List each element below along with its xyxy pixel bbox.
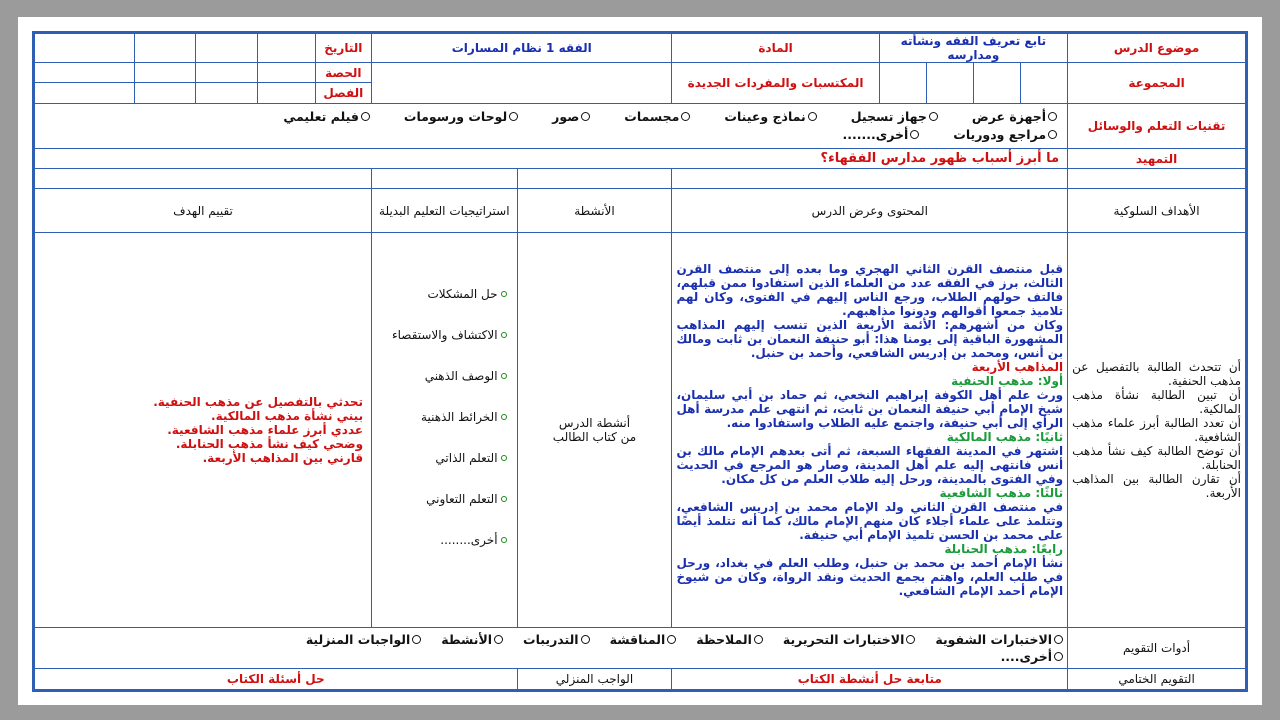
assessment-tools-options xyxy=(35,628,1068,668)
tool-option[interactable]: أخرى....... xyxy=(843,128,920,142)
homework-value: حل أسئلة الكتاب xyxy=(35,668,518,689)
tool-option[interactable]: نماذج وعينات xyxy=(724,110,816,124)
strategy-item[interactable]: التعلم الذاتي xyxy=(376,451,506,492)
strategy-item[interactable]: الوصف الذهني xyxy=(376,369,506,410)
objectives-cell xyxy=(1068,232,1246,628)
tool-option[interactable]: مراجع ودوريات xyxy=(953,128,1057,142)
intro-question: ما أبرز أسباب ظهور مدارس الفقهاء؟ xyxy=(35,149,1068,169)
bullet-circle-icon xyxy=(501,332,507,338)
date-cell[interactable] xyxy=(134,34,196,63)
date-cell[interactable] xyxy=(258,34,316,63)
lesson-plan-table xyxy=(34,33,1246,690)
period-cell[interactable] xyxy=(258,63,316,83)
radio-circle-icon xyxy=(509,112,518,121)
activities-line: أنشطة الدرس xyxy=(558,416,631,431)
learning-tools-options xyxy=(35,103,1068,148)
tool-option[interactable]: فيلم تعليمي xyxy=(283,110,370,124)
date-cell[interactable] xyxy=(196,34,258,63)
date-label: التاريخ xyxy=(315,34,372,63)
strategy-item[interactable]: حل المشكلات xyxy=(376,287,506,328)
final-evaluation-label: التقويم الختامي xyxy=(1068,668,1246,689)
radio-circle-icon xyxy=(581,635,590,644)
radio-circle-icon xyxy=(681,112,690,121)
assessment-option[interactable]: الاختبارات الشفوية xyxy=(935,633,1063,647)
radio-circle-icon xyxy=(1054,635,1063,644)
assessment-row-1 xyxy=(39,633,1063,647)
school-text: في منتصف القرن الثاني ولد الإمام محمد بن إدريس الشافعي، وتتلمذ على علماء أجلاء كان منهم الإمام مالك، كما أنه تتلمذ أيضًا على محمد بن الحسن تلميذ الإمام أبي حنيفة. xyxy=(676,500,1064,543)
evaluation-header: تقييم الهدف xyxy=(35,189,372,232)
radio-circle-icon xyxy=(1054,652,1063,661)
school-text: اشتهر في المدينة الفقهاء السبعة، ثم أتى بعدهم الإمام مالك بن أنس فانتهى إليه علم أهل المدينة، وصار هو المرجع في الحديث وفي الفتوى بالمدينة، ورحل إليه طلاب العلم من كل مكان. xyxy=(676,444,1064,487)
bullet-circle-icon xyxy=(501,373,507,379)
class-cell[interactable] xyxy=(35,83,135,103)
learning-tools-row-1 xyxy=(39,110,1057,124)
objective-item: أن تتحدث الطالبة بالتفصيل عن مذهب الحنفية. xyxy=(1072,360,1241,389)
assessment-row-2 xyxy=(39,650,1063,664)
period-cell[interactable] xyxy=(35,63,135,83)
radio-circle-icon xyxy=(412,635,421,644)
radio-circle-icon xyxy=(1048,130,1057,139)
tool-option[interactable]: مجسمات xyxy=(624,110,690,124)
school-title: ثالثًا: مذهب الشافعية xyxy=(939,486,1064,501)
radio-circle-icon xyxy=(808,112,817,121)
school-text: ورث علم أهل الكوفة إبراهيم النخعي، ثم حماد بن أبي سليمان، شيخ الإمام أبي حنيفة النعمان بن ثابت، ثم انتهى علم مدرسة أهل الرأي إلى أبي حنيفة، واجتمع عليه الطلاب واستفادوا منه. xyxy=(676,388,1064,431)
date-cell[interactable] xyxy=(35,34,135,63)
evaluation-item: وضحي كيف نشأ مذهب الحنابلة. xyxy=(175,437,364,452)
strategies-header: استراتيجيات التعليم البديلة xyxy=(372,189,517,232)
group-cell[interactable] xyxy=(879,63,926,103)
tool-option[interactable]: أجهزة عرض xyxy=(972,110,1057,124)
final-evaluation-value: متابعة حل أنشطة الكتاب xyxy=(672,668,1068,689)
tool-option[interactable]: جهاز تسجيل xyxy=(851,110,938,124)
lesson-topic-label: موضوع الدرس xyxy=(1068,34,1246,63)
learning-tools-label: تقنيات التعلم والوسائل xyxy=(1068,103,1246,148)
school-text: نشأ الإمام أحمد بن محمد بن حنبل، وطلب العلم في بغداد، ورحل في طلب العلم، واهتم بجمع الحديث ونقد الرواة، وكان من شيوخ الإمام أحمد الإمام الشافعي. xyxy=(676,556,1064,599)
tool-option[interactable]: صور xyxy=(552,110,590,124)
radio-circle-icon xyxy=(667,635,676,644)
assessment-tools-label: أدوات التقويم xyxy=(1068,628,1246,668)
assessment-option[interactable]: الاختبارات التحريرية xyxy=(783,633,916,647)
spacer-cell xyxy=(672,169,1068,189)
acquisitions-label: المكتسبات والمفردات الجديدة xyxy=(672,63,879,103)
acquisitions-cell[interactable] xyxy=(372,63,672,103)
class-cell[interactable] xyxy=(134,83,196,103)
assessment-option[interactable]: أخرى.... xyxy=(1001,650,1064,664)
group-cell[interactable] xyxy=(926,63,973,103)
radio-circle-icon xyxy=(929,112,938,121)
school-title: ثانيًا: مذهب المالكية xyxy=(946,430,1064,445)
radio-circle-icon xyxy=(910,130,919,139)
class-cell[interactable] xyxy=(258,83,316,103)
content-paragraph: قبل منتصف القرن الثاني الهجري وما بعده إلى منتصف القرن الثالث، برز في الفقه عدد من العلماء الذين استفادوا ممن قبلهم، فالتف حولهم الطلاب، ورجع الناس إليهم في الفتوى، وكان لهم تلاميذ جمعوا أقوالهم ودونوا مذاهبهم. xyxy=(676,262,1064,319)
radio-circle-icon xyxy=(754,635,763,644)
learning-tools-row-2 xyxy=(39,128,1057,142)
radio-circle-icon xyxy=(581,112,590,121)
bullet-circle-icon xyxy=(501,291,507,297)
evaluation-item: تحدثي بالتفصيل عن مذهب الحنفية. xyxy=(153,395,364,410)
bullet-circle-icon xyxy=(501,455,507,461)
group-cell[interactable] xyxy=(973,63,1020,103)
strategy-item[interactable]: التعلم التعاوني xyxy=(376,492,506,533)
spacer-cell xyxy=(372,169,517,189)
activities-line: من كتاب الطالب xyxy=(552,430,637,445)
evaluation-cell xyxy=(35,232,372,628)
period-cell[interactable] xyxy=(196,63,258,83)
objective-item: أن تبين الطالبة نشأة مذهب المالكية. xyxy=(1072,388,1241,417)
spacer-cell xyxy=(517,169,672,189)
class-cell[interactable] xyxy=(196,83,258,103)
radio-circle-icon xyxy=(1048,112,1057,121)
bullet-circle-icon xyxy=(501,496,507,502)
subject-label: المادة xyxy=(672,34,879,63)
period-label: الحصة xyxy=(315,63,372,83)
lesson-topic-value: تابع تعريف الفقه ونشأته ومدارسه xyxy=(879,34,1067,63)
bullet-circle-icon xyxy=(501,537,507,543)
evaluation-item: عددي أبرز علماء مذهب الشافعية. xyxy=(167,423,364,438)
activities-cell xyxy=(517,232,672,628)
objective-item: أن تقارن الطالبة بين المذاهب الأربعة. xyxy=(1072,472,1241,501)
radio-circle-icon xyxy=(494,635,503,644)
spacer-cell xyxy=(35,169,372,189)
evaluation-item: قارني بين المذاهب الأربعة. xyxy=(202,451,364,466)
group-cell[interactable] xyxy=(1021,63,1068,103)
radio-circle-icon xyxy=(361,112,370,121)
tool-option[interactable]: لوحات ورسومات xyxy=(404,110,518,124)
spacer-cell xyxy=(1068,169,1246,189)
assessment-option[interactable]: التدريبات xyxy=(523,633,590,647)
bullet-circle-icon xyxy=(501,414,507,420)
content-header: المحتوى وعرض الدرس xyxy=(672,189,1068,232)
objective-item: أن توضح الطالبة كيف نشأ مذهب الحنابلة. xyxy=(1072,444,1241,473)
activities-header: الأنشطة xyxy=(517,189,672,232)
evaluation-item: بيني نشأة مذهب المالكية. xyxy=(211,409,364,424)
homework-label: الواجب المنزلي xyxy=(517,668,672,689)
assessment-option[interactable]: الواجبات المنزلية xyxy=(306,633,421,647)
content-paragraph: وكان من أشهرهم: الأئمة الأربعة الذين تنسب إليهم المذاهب المشهورة الباقية إلى يومنا هذا: أبو حنيفة النعمان بن ثابت ومالك بن أنس، ومحمد بن إدريس الشافعي، وأحمد بن حنبل. xyxy=(676,318,1064,361)
strategy-item[interactable]: أخرى........ xyxy=(376,533,506,574)
period-cell[interactable] xyxy=(134,63,196,83)
assessment-option[interactable]: الملاحظة xyxy=(696,633,763,647)
strategy-item[interactable]: الاكتشاف والاستقصاء xyxy=(376,328,506,369)
schools-title: المذاهب الأربعة xyxy=(971,360,1064,375)
strategies-cell xyxy=(372,232,517,628)
objective-item: أن تعدد الطالبة أبرز علماء مذهب الشافعية. xyxy=(1072,416,1241,445)
objectives-header: الأهداف السلوكية xyxy=(1068,189,1246,232)
school-title: رابعًا: مذهب الحنابلة xyxy=(944,542,1064,557)
page-sheet xyxy=(18,17,1262,705)
radio-circle-icon xyxy=(906,635,915,644)
intro-label: التمهيد xyxy=(1068,149,1246,169)
strategy-item[interactable]: الخرائط الذهنية xyxy=(376,410,506,451)
lesson-plan-frame xyxy=(32,31,1248,692)
school-title: أولا: مذهب الحنفية xyxy=(951,374,1064,389)
lesson-content-cell xyxy=(672,232,1068,628)
group-label: المجموعة xyxy=(1068,63,1246,103)
assessment-option[interactable]: الأنشطة xyxy=(441,633,503,647)
subject-value: الفقه 1 نظام المسارات xyxy=(372,34,672,63)
assessment-option[interactable]: المناقشة xyxy=(610,633,677,647)
class-label: الفصل xyxy=(315,83,372,103)
